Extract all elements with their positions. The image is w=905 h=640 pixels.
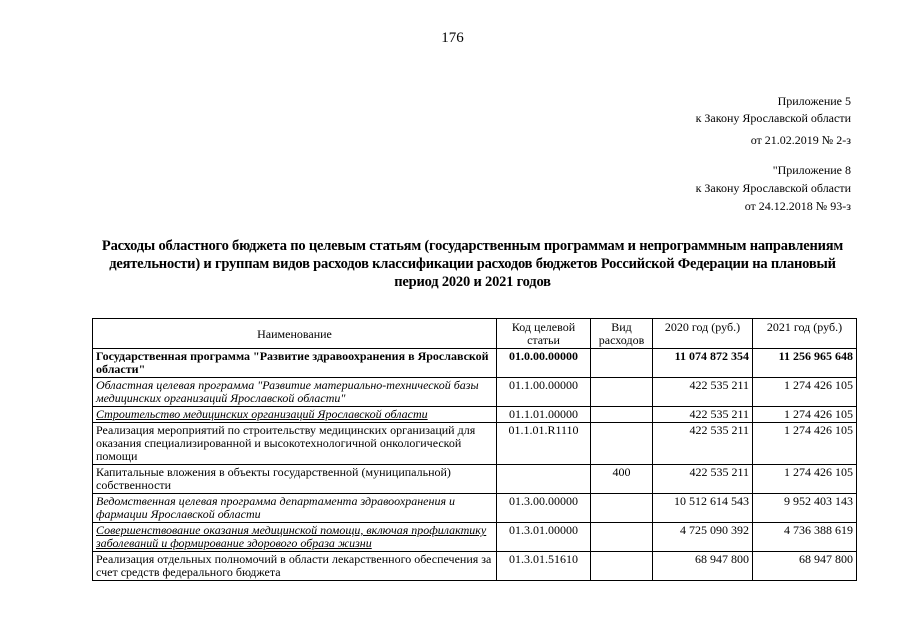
row-2020: 422 535 211 xyxy=(653,378,753,407)
row-2021: 1 274 426 105 xyxy=(753,378,857,407)
table-row xyxy=(93,423,857,465)
row-name-text: Совершенствование оказания медицинской помощи, включая профилактику заболеваний и формирование здорового образа жизни xyxy=(96,523,487,550)
row-vid xyxy=(591,552,653,581)
row-2020: 11 074 872 354 xyxy=(653,349,753,378)
row-vid xyxy=(591,523,653,552)
row-2021: 11 256 965 648 xyxy=(753,349,857,378)
row-2020: 68 947 800 xyxy=(653,552,753,581)
table-row xyxy=(93,494,857,523)
row-2021: 1 274 426 105 xyxy=(753,423,857,465)
row-code: 01.1.00.00000 xyxy=(497,378,591,407)
row-name: Ведомственная целевая программа департамента здравоохранения и фармации Ярославской области xyxy=(93,494,497,523)
row-name: Реализация отдельных полномочий в области лекарственного обеспечения за счет средств федерального бюджета xyxy=(93,552,497,581)
appendix-current-line3: от 21.02.2019 № 2-з xyxy=(750,133,851,147)
row-code xyxy=(497,465,591,494)
table-row xyxy=(93,378,857,407)
row-2020: 422 535 211 xyxy=(653,407,753,423)
appendix-current-line1: Приложение 5 xyxy=(777,94,851,108)
row-2021: 1 274 426 105 xyxy=(753,407,857,423)
table-row xyxy=(93,523,857,552)
row-2021: 68 947 800 xyxy=(753,552,857,581)
row-vid xyxy=(591,378,653,407)
row-code: 01.3.01.51610 xyxy=(497,552,591,581)
row-name: Реализация мероприятий по строительству медицинских организаций для оказания специализированной и высокотехнологичной онкологической помощи xyxy=(93,423,497,465)
header-code: Код целевой статьи xyxy=(497,319,591,349)
row-name xyxy=(93,523,497,552)
table-row xyxy=(93,465,857,494)
row-vid xyxy=(591,494,653,523)
row-vid: 400 xyxy=(591,465,653,494)
row-code: 01.3.01.00000 xyxy=(497,523,591,552)
row-code: 01.1.01.00000 xyxy=(497,407,591,423)
appendix-current-line2: к Закону Ярославской области xyxy=(695,111,851,125)
header-2020: 2020 год (руб.) xyxy=(653,319,753,349)
row-name: Государственная программа "Развитие здравоохранения в Ярославской области" xyxy=(93,349,497,378)
document-title: Расходы областного бюджета по целевым статьям (государственным программам и непрограммным направлениям деятельности) и группам видов расходов классификации расходов бюджетов Российской Федерации на плановый период 2020 и 2021 годов xyxy=(101,238,844,290)
row-code: 01.3.00.00000 xyxy=(497,494,591,523)
row-vid xyxy=(591,407,653,423)
row-name: Областная целевая программа "Развитие материально-технической базы медицинских организаций Ярославской области" xyxy=(93,378,497,407)
row-2020: 4 725 090 392 xyxy=(653,523,753,552)
header-name: Наименование xyxy=(93,319,497,349)
appendix-original-line2: к Закону Ярославской области xyxy=(695,181,851,195)
row-vid xyxy=(591,423,653,465)
row-2021: 9 952 403 143 xyxy=(753,494,857,523)
budget-table xyxy=(92,318,857,581)
row-name xyxy=(93,407,497,423)
header-vid: Вид расходов xyxy=(591,319,653,349)
appendix-original-line3: от 24.12.2018 № 93-з xyxy=(744,199,851,213)
table-header-row xyxy=(93,319,857,349)
row-2020: 422 535 211 xyxy=(653,423,753,465)
row-code: 01.0.00.00000 xyxy=(497,349,591,378)
table-row xyxy=(93,349,857,378)
row-name: Капитальные вложения в объекты государственной (муниципальной) собственности xyxy=(93,465,497,494)
header-2021: 2021 год (руб.) xyxy=(753,319,857,349)
table-row xyxy=(93,552,857,581)
row-2020: 10 512 614 543 xyxy=(653,494,753,523)
row-2020: 422 535 211 xyxy=(653,465,753,494)
row-code: 01.1.01.R1110 xyxy=(497,423,591,465)
row-2021: 1 274 426 105 xyxy=(753,465,857,494)
row-2021: 4 736 388 619 xyxy=(753,523,857,552)
appendix-original-line1: "Приложение 8 xyxy=(772,163,851,177)
table-row xyxy=(93,407,857,423)
appendix-original-header xyxy=(696,161,851,215)
page-number: 176 xyxy=(441,30,464,46)
appendix-current-header xyxy=(696,93,851,149)
row-name-text: Строительство медицинских организаций Ярославской области xyxy=(96,407,428,421)
row-vid xyxy=(591,349,653,378)
